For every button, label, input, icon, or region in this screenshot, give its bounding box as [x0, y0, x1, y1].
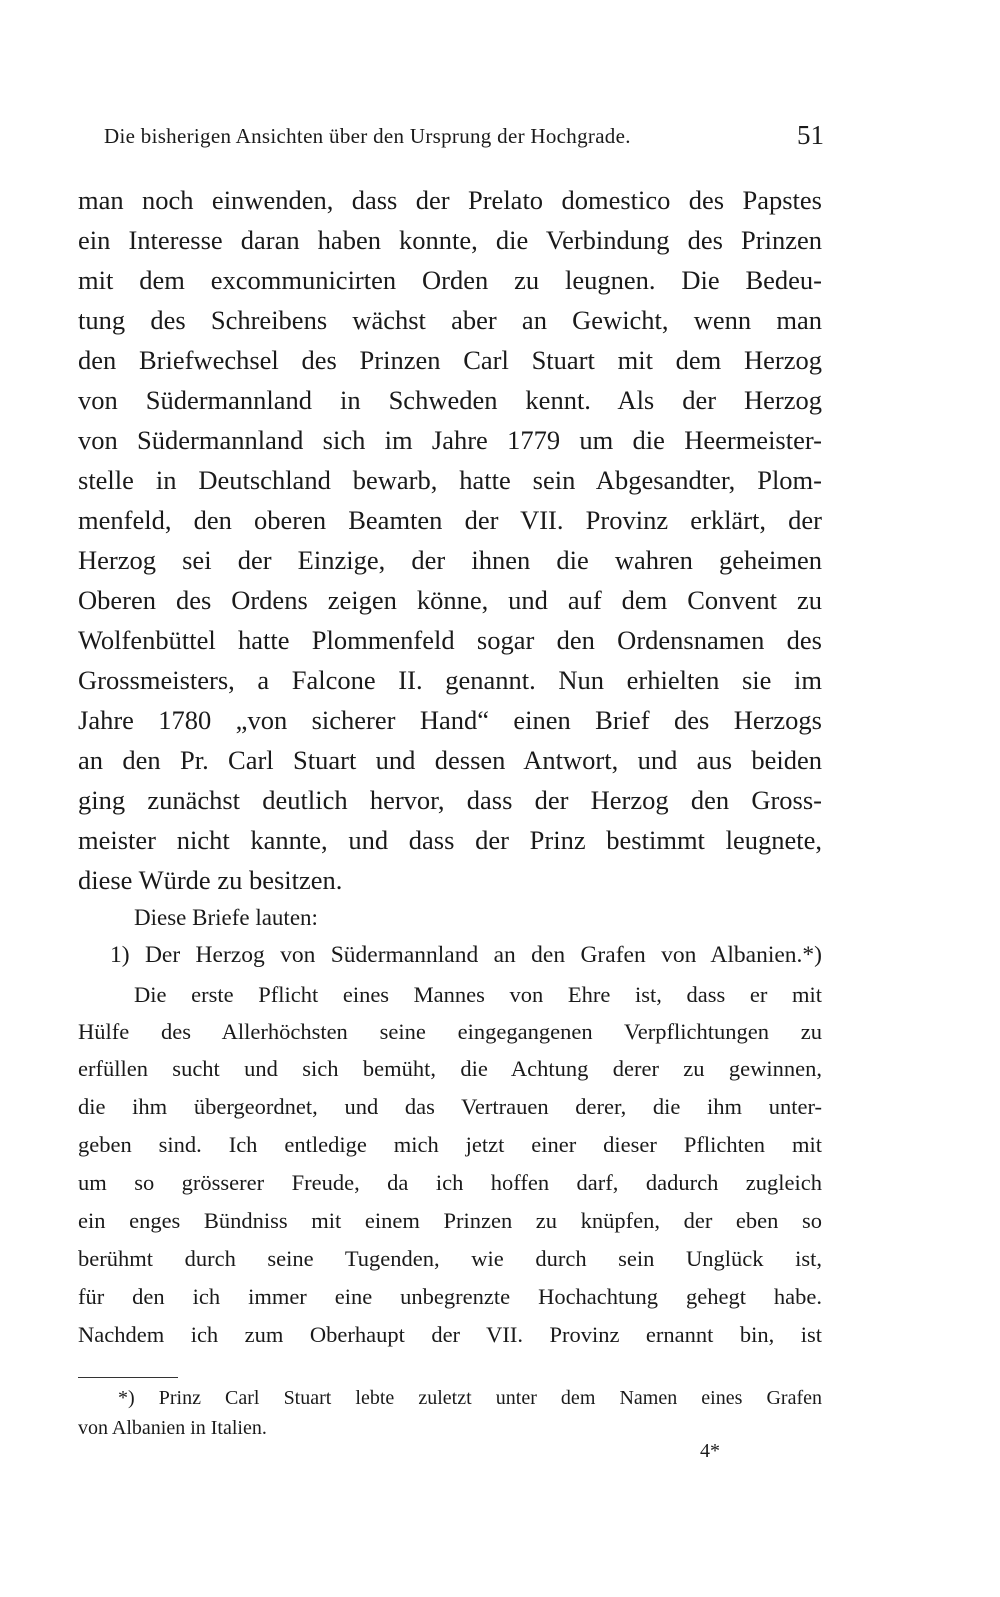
text-line: ging zunächst deutlich hervor, dass der Herzog den Gross- [78, 785, 822, 815]
text-line: an den Pr. Carl Stuart und dessen Antwort, und aus beiden [78, 745, 822, 775]
text-line: ein enges Bündniss mit einem Prinzen zu knüpfen, der eben so [78, 1208, 822, 1233]
text-line: Oberen des Ordens zeigen könne, und auf dem Convent zu [78, 585, 822, 615]
text-line: Jahre 1780 „von sicherer Hand“ einen Brief des Herzogs [78, 705, 822, 735]
text-line: tung des Schreibens wächst aber an Gewicht, wenn man [78, 305, 822, 335]
page-number: 51 [797, 120, 824, 150]
text-line: man noch einwenden, dass der Prelato domestico des Papstes [78, 185, 822, 215]
text-line: berühmt durch seine Tugenden, wie durch sein Unglück ist, [78, 1246, 822, 1271]
text-line: den Briefwechsel des Prinzen Carl Stuart mit dem Herzog [78, 345, 822, 375]
text-line: erfüllen sucht und sich bemüht, die Achtung derer zu gewinnen, [78, 1056, 822, 1081]
text-line: geben sind. Ich entledige mich jetzt einer dieser Pflichten mit [78, 1132, 822, 1157]
text-line: Grossmeisters, a Falcone II. genannt. Nun erhielten sie im [78, 665, 822, 695]
running-title: Die bisherigen Ansichten über den Ursprung der Hochgrade. [104, 124, 631, 148]
text-line: Wolfenbüttel hatte Plommenfeld sogar den Ordensnamen des [78, 625, 822, 655]
text-line: Herzog sei der Einzige, der ihnen die wahren geheimen [78, 545, 822, 575]
text-line: für den ich immer eine unbegrenzte Hochachtung gehegt habe. [78, 1284, 822, 1309]
text-line: Nachdem ich zum Oberhaupt der VII. Provinz ernannt bin, ist [78, 1322, 822, 1347]
letter-heading: 1) Der Herzog von Südermannland an den Grafen von Albanien.*) [110, 942, 822, 968]
letters-intro: Diese Briefe lauten: [134, 905, 318, 930]
signature-mark: 4* [700, 1440, 720, 1462]
text-line: ein Interesse daran haben konnte, die Verbindung des Prinzen [78, 225, 822, 255]
footnote-line: *) Prinz Carl Stuart lebte zuletzt unter dem Namen eines Grafen [118, 1387, 822, 1409]
footnote-rule [78, 1377, 178, 1378]
text-line: um so grösserer Freude, da ich hoffen darf, dadurch zugleich [78, 1170, 822, 1195]
text-line: stelle in Deutschland bewarb, hatte sein Abgesandter, Plom- [78, 465, 822, 495]
text-line: mit dem excommunicirten Orden zu leugnen. Die Bedeu- [78, 265, 822, 295]
text-line: die ihm übergeordnet, und das Vertrauen derer, die ihm unter- [78, 1094, 822, 1119]
text-line: Die erste Pflicht eines Mannes von Ehre ist, dass er mit [134, 982, 822, 1007]
text-line: diese Würde zu besitzen. [78, 865, 343, 895]
footnote-line: von Albanien in Italien. [78, 1417, 267, 1439]
text-line: von Südermannland sich im Jahre 1779 um die Heermeister- [78, 425, 822, 455]
text-line: Hülfe des Allerhöchsten seine eingegangenen Verpflichtungen zu [78, 1019, 822, 1044]
text-line: menfeld, den oberen Beamten der VII. Provinz erklärt, der [78, 505, 822, 535]
running-head [104, 122, 826, 154]
text-line: meister nicht kannte, und dass der Prinz bestimmt leugnete, [78, 825, 822, 855]
text-line: von Südermannland in Schweden kennt. Als der Herzog [78, 385, 822, 415]
